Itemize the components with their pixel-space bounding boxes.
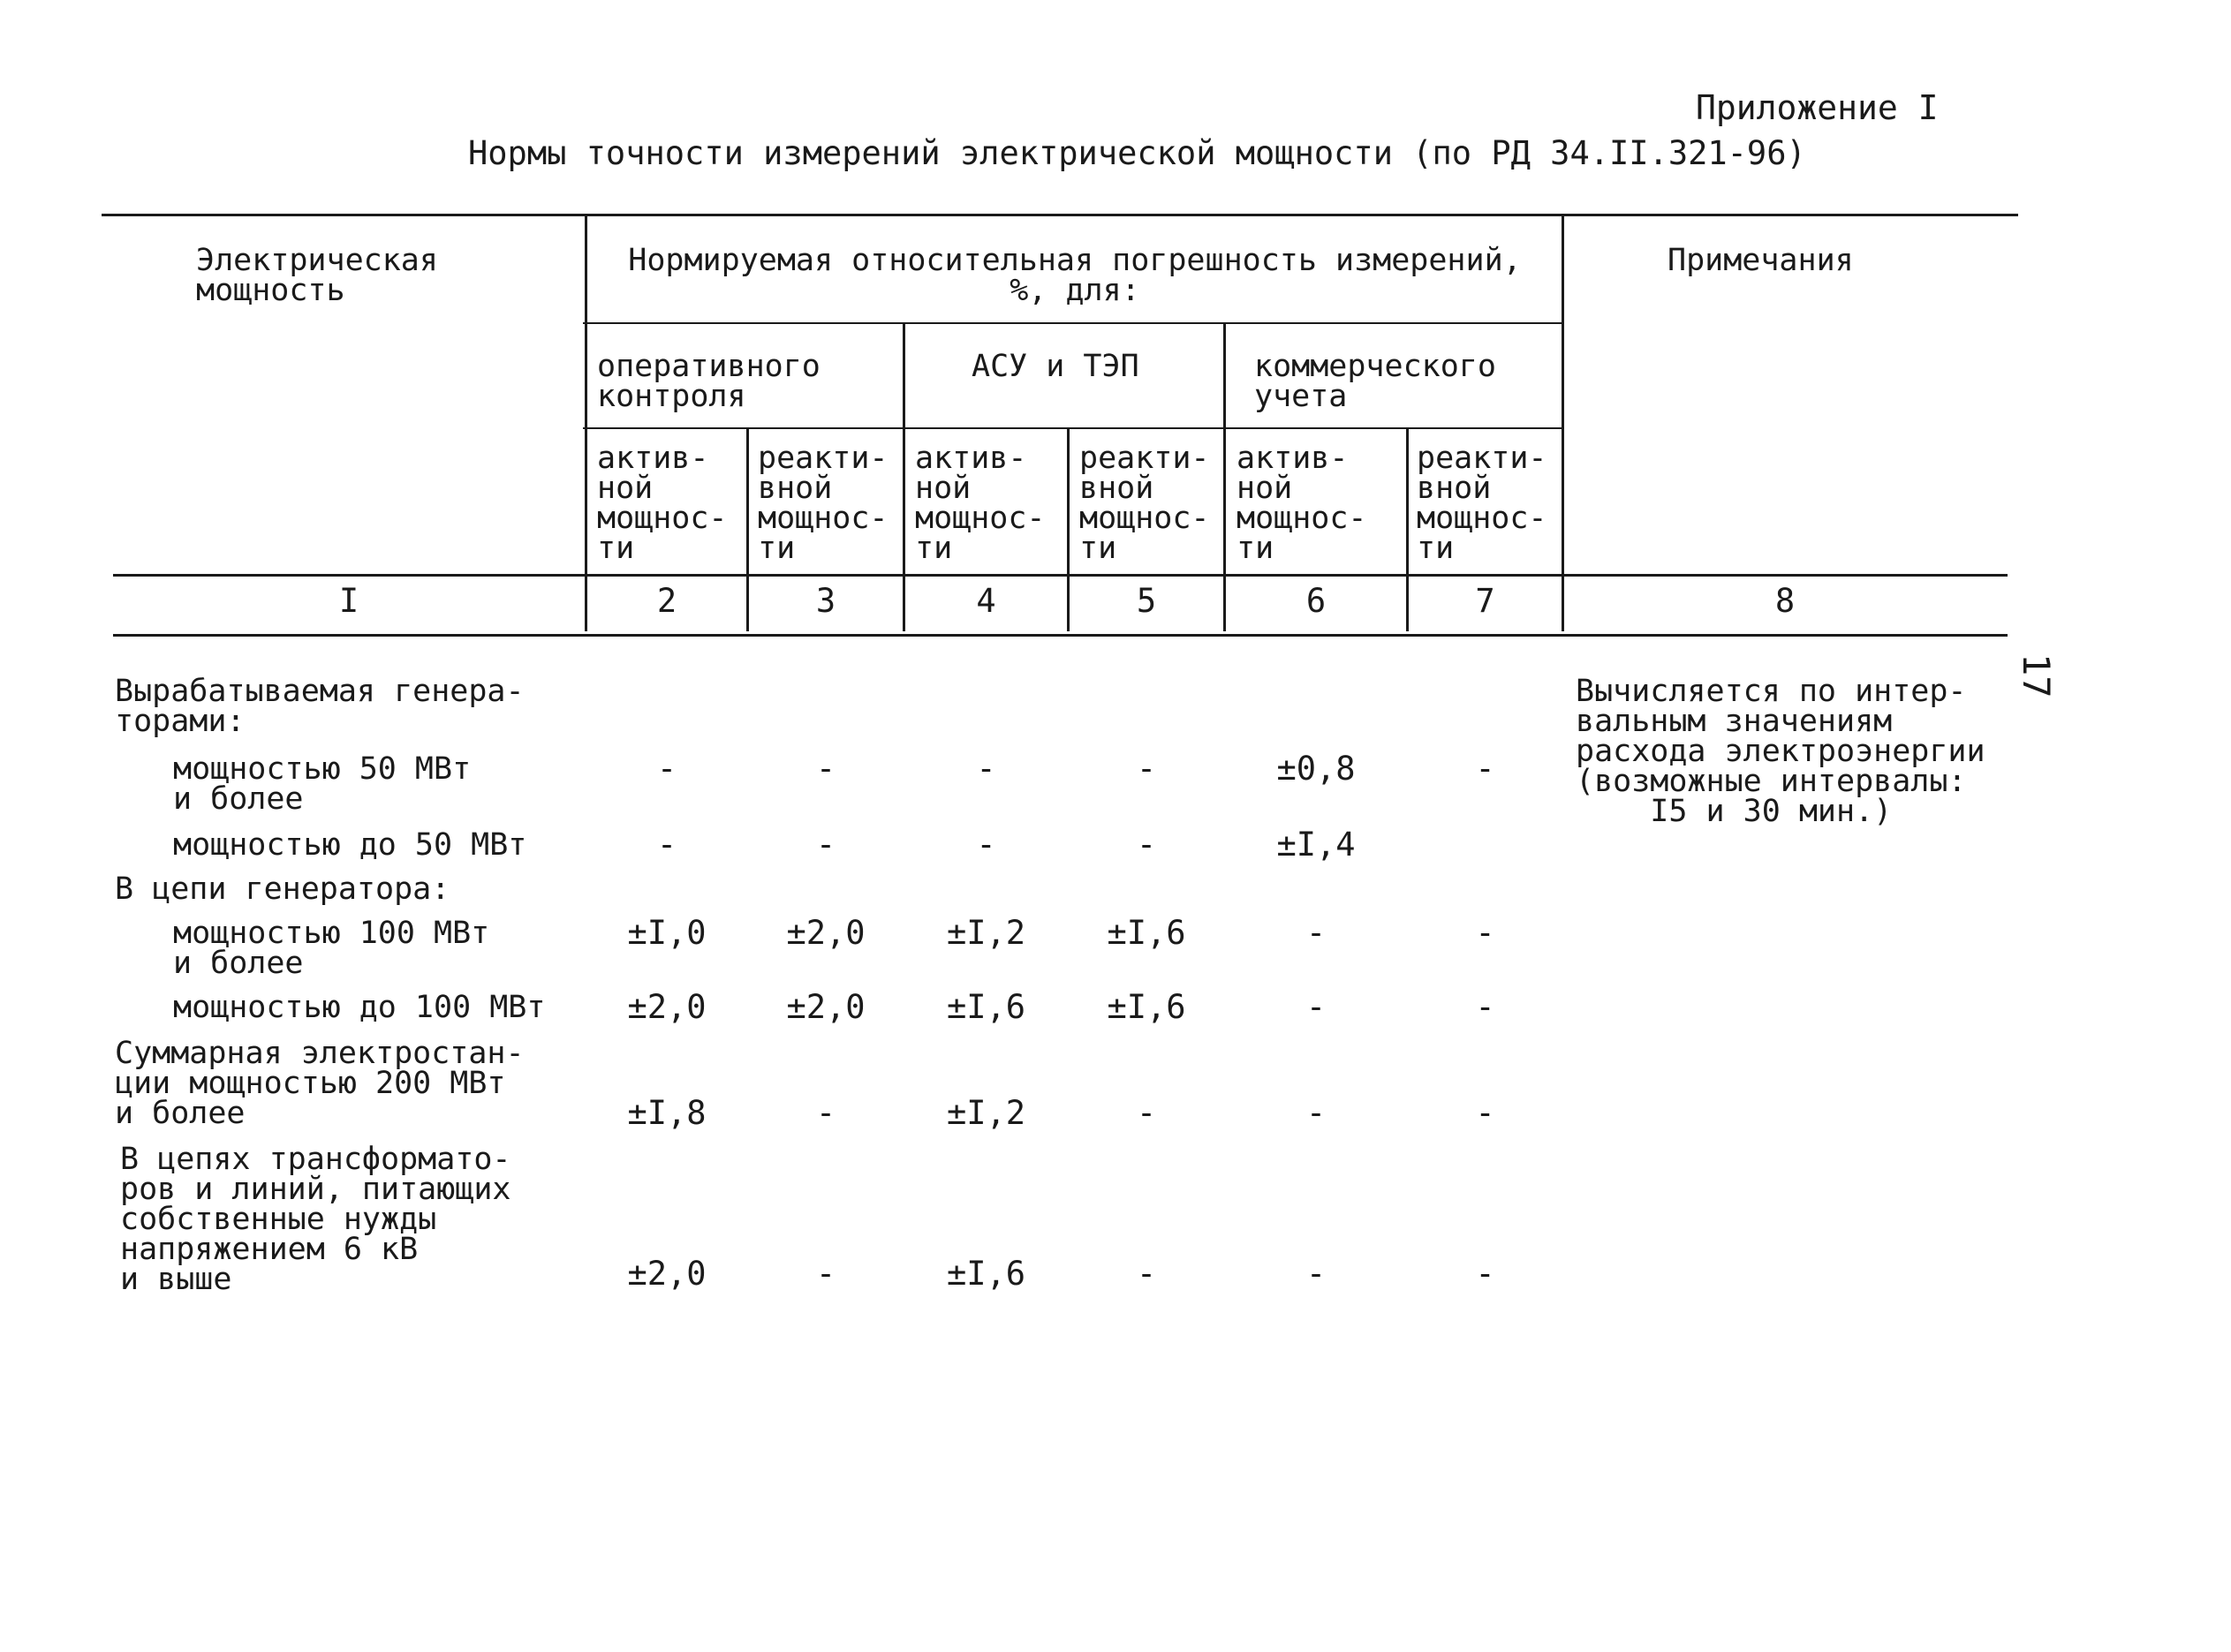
header-reactive-commercial: реакти- вной мощнос- ти <box>1417 441 1547 566</box>
cell-circuit-100-plus-2: ±I,0 <box>627 914 707 952</box>
row-label-generator-circuit: В цепи генератора: <box>115 871 450 907</box>
row-label-circuit-under-100: мощностью до 100 МВт <box>173 990 546 1025</box>
row-label-transformers: В цепях трансформато- ров и линий, питающих собственные нужды напряжением 6 кВ и выше <box>120 1142 511 1297</box>
col-number-4: 4 <box>976 582 996 620</box>
row-label-gen-50-plus: мощностью 50 МВт и более <box>173 751 472 817</box>
cell-transformers-5: - <box>1136 1255 1157 1293</box>
header-active-commercial: актив- ной мощнос- ти <box>1237 441 1367 566</box>
header-operative: оперативного контроля <box>597 349 821 414</box>
column-numbers-rule <box>113 634 2008 637</box>
cell-circuit-under-100-5: ±I,6 <box>1107 988 1186 1026</box>
row-label-generated: Вырабатываемая генера- торами: <box>115 674 525 739</box>
cell-gen-50-plus-6: ±0,8 <box>1276 750 1356 788</box>
cell-circuit-100-plus-6: - <box>1305 914 1327 952</box>
header-asu: АСУ и ТЭП <box>972 349 1139 384</box>
cell-gen-under-50-5: - <box>1136 826 1157 864</box>
col-number-1: I <box>338 582 359 620</box>
cell-plant-total-5: - <box>1136 1094 1157 1132</box>
cell-plant-total-7: - <box>1475 1094 1495 1132</box>
cell-circuit-under-100-2: ±2,0 <box>627 988 707 1026</box>
header-error-group: Нормируемая относительная погрешность измерений, %, для: <box>628 243 1522 308</box>
cell-transformers-2: ±2,0 <box>627 1255 707 1293</box>
col-number-8: 8 <box>1774 582 1796 620</box>
cell-circuit-under-100-6: - <box>1305 988 1327 1026</box>
header-active-operative: актив- ной мощнос- ти <box>597 441 728 566</box>
header-power: Электрическая мощность <box>196 243 438 308</box>
cell-gen-under-50-2: - <box>656 826 677 864</box>
cell-gen-50-plus-3: - <box>815 750 836 788</box>
cell-plant-total-4: ±I,2 <box>946 1094 1026 1132</box>
row-label-circuit-100-plus: мощностью 100 МВт и более <box>173 916 490 981</box>
header-notes: Примечания <box>1668 243 1854 278</box>
table-top-rule <box>102 214 2018 216</box>
col-number-6: 6 <box>1305 582 1327 620</box>
header-bottom-rule <box>113 574 2008 577</box>
row-label-plant-total: Суммарная электростан- ции мощностью 200 МВт и более <box>115 1036 525 1131</box>
cell-gen-50-plus-4: - <box>976 750 996 788</box>
group-sub-rule <box>583 322 1562 324</box>
note-calculation: Вычисляется по интер- вальным значениям расхода электроэнергии (возможные интервалы: I5 и 30 мин.) <box>1576 674 1985 829</box>
col-number-7: 7 <box>1475 582 1495 620</box>
cell-transformers-6: - <box>1305 1255 1327 1293</box>
col-number-2: 2 <box>656 582 677 620</box>
cell-gen-under-50-4: - <box>976 826 996 864</box>
cell-circuit-100-plus-5: ±I,6 <box>1107 914 1186 952</box>
col-divider-8 <box>1562 216 1564 631</box>
cell-transformers-3: - <box>815 1255 836 1293</box>
cell-circuit-100-plus-4: ±I,2 <box>946 914 1026 952</box>
cell-transformers-7: - <box>1475 1255 1495 1293</box>
col-number-3: 3 <box>815 582 836 620</box>
page-number: 17 <box>2015 653 2058 698</box>
cell-gen-50-plus-2: - <box>656 750 677 788</box>
cell-plant-total-3: - <box>815 1094 836 1132</box>
page-title: Нормы точности измерений электрической мощности (по РД 34.II.321-96) <box>468 134 1806 172</box>
col-divider-5 <box>1223 324 1226 631</box>
header-active-asu: актив- ной мощнос- ти <box>915 441 1046 566</box>
cell-plant-total-2: ±I,8 <box>627 1094 707 1132</box>
cell-gen-under-50-3: - <box>815 826 836 864</box>
cell-plant-total-6: - <box>1305 1094 1327 1132</box>
col-divider-1 <box>585 216 587 631</box>
header-reactive-asu: реакти- вной мощнос- ти <box>1079 441 1210 566</box>
col-divider-3 <box>903 324 905 631</box>
appendix-label: Приложение I <box>1696 88 1939 127</box>
cell-circuit-under-100-4: ±I,6 <box>946 988 1026 1026</box>
cell-circuit-under-100-7: - <box>1475 988 1495 1026</box>
sub-kind-rule <box>583 427 1562 429</box>
cell-gen-50-plus-7: - <box>1475 750 1495 788</box>
cell-circuit-100-plus-3: ±2,0 <box>786 914 866 952</box>
cell-circuit-100-plus-7: - <box>1475 914 1495 952</box>
col-number-5: 5 <box>1136 582 1157 620</box>
header-commercial: коммерческого учета <box>1254 349 1496 414</box>
header-reactive-operative: реакти- вной мощнос- ти <box>758 441 889 566</box>
cell-gen-under-50-6: ±I,4 <box>1276 826 1356 864</box>
row-label-gen-under-50: мощностью до 50 МВт <box>173 827 527 863</box>
cell-gen-50-plus-5: - <box>1136 750 1157 788</box>
cell-transformers-4: ±I,6 <box>946 1255 1026 1293</box>
cell-circuit-under-100-3: ±2,0 <box>786 988 866 1026</box>
